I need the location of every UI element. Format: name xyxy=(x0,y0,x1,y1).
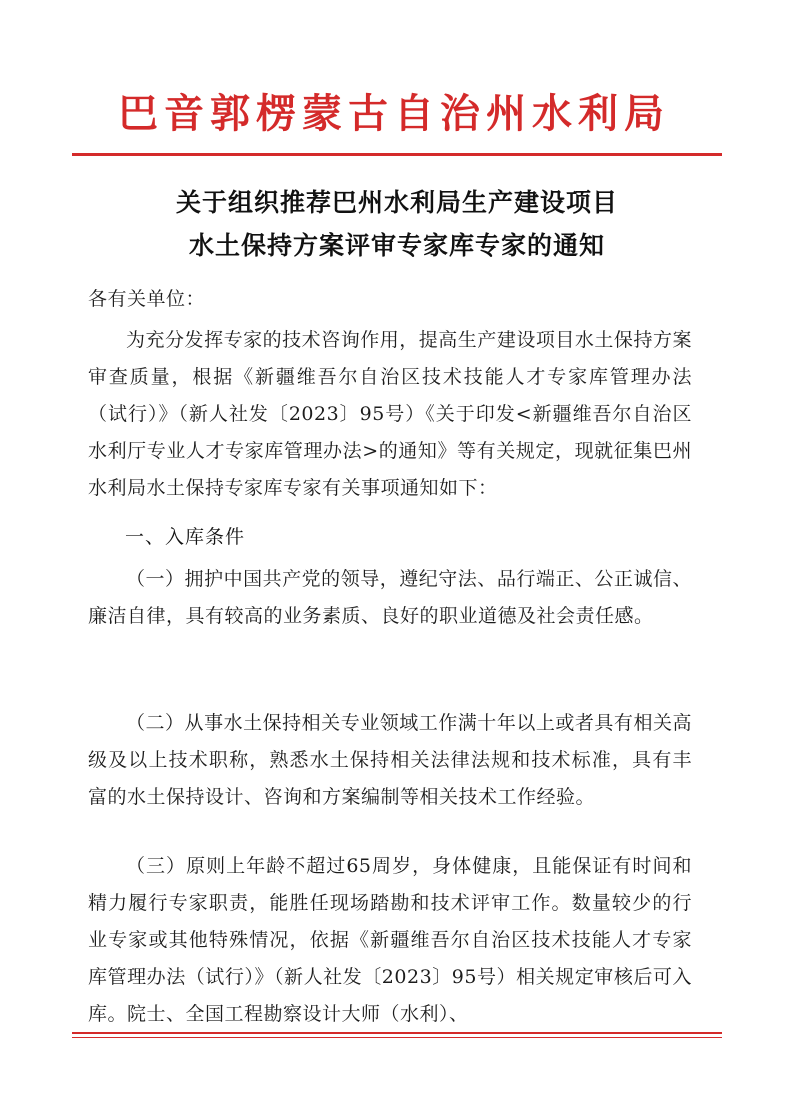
document-title-line-1: 关于组织推荐巴州水利局生产建设项目 xyxy=(175,188,618,217)
intro-paragraph xyxy=(88,322,692,507)
document-title-line-2: 水土保持方案评审专家库专家的通知 xyxy=(188,231,605,260)
letterhead-red-rule xyxy=(72,153,722,156)
condition-item-3 xyxy=(88,848,692,1033)
condition-item-2 xyxy=(88,705,692,816)
footer-red-rule-thin xyxy=(72,1037,722,1038)
condition-item-3-text: （三）原则上年龄不超过65周岁，身体健康，且能保证有时间和精力履行专家职责，能胜任现场踏勘和技术评审工作。数量较少的行业专家或其他特殊情况，依据《新疆维吾尔自治区技术技能人才专家库管理办法（试行）》（新人社发〔2023〕95号）相关规定审核后可入库。院士、全国工程勘察设计大师（水利）、 xyxy=(88,855,692,1025)
condition-item-2-text: （二）从事水土保持相关专业领域工作满十年以上或者具有相关高级及以上技术职称，熟悉水土保持相关法律法规和技术标准，具有丰富的水土保持设计、咨询和方案编制等相关技术工作经验。 xyxy=(88,712,692,808)
letterhead-org-name: 巴音郭楞蒙古自治州水利局 xyxy=(118,91,670,137)
section-heading-admission-conditions: 一、入库条件 xyxy=(125,526,246,548)
salutation: 各有关单位： xyxy=(88,288,206,310)
footer-red-rule xyxy=(72,1032,722,1034)
condition-item-1 xyxy=(88,561,692,635)
intro-text: 为充分发挥专家的技术咨询作用，提高生产建设项目水土保持方案审查质量，根据《新疆维吾尔自治区技术技能人才专家库管理办法（试行）》（新人社发〔2023〕95号）《关于印发<新疆维吾尔自治区水利厅专业人才专家库管理办法>的通知》等有关规定，现就征集巴州水利局水土保持专家库专家有关事项通知如下： xyxy=(88,329,692,499)
condition-item-1-text: （一）拥护中国共产党的领导，遵纪守法、品行端正、公正诚信、廉洁自律，具有较高的业务素质、良好的职业道德及社会责任感。 xyxy=(88,568,692,627)
